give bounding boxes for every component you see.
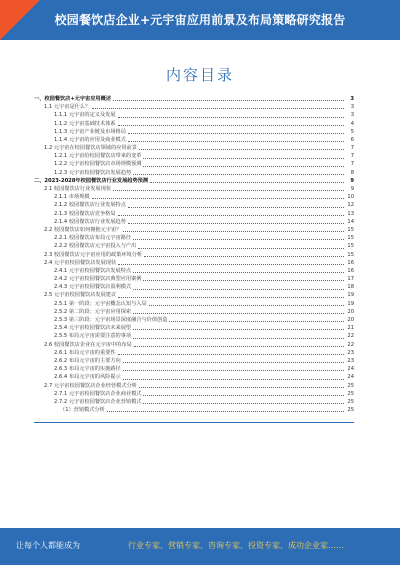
toc-leader-dots (143, 395, 344, 396)
toc-entry-page: 3 (350, 104, 354, 111)
toc-entry-page: 22 (347, 341, 354, 348)
toc-entry[interactable] (34, 234, 354, 242)
toc-entry-label: 2.6.1 布局元宇宙的重要性 (54, 349, 116, 356)
toc-entry-page: 9 (350, 186, 354, 193)
toc-entry[interactable] (34, 218, 354, 226)
toc-entry-page: 20 (347, 308, 354, 315)
toc-leader-dots (118, 117, 344, 118)
toc-entry-label: 2.2.1 校园餐饮店布局元宇宙路径 (54, 235, 132, 242)
toc-entry-label: 1.1 元宇宙是什么？ (44, 104, 91, 111)
toc-entry-page: 20 (347, 317, 354, 324)
toc-entry-label: 2.5.5 布局元宇宙需要注意的事项 (54, 333, 132, 340)
toc-entry-label: 1.2 元宇宙在校园餐饮店领域的应用前景 (44, 145, 137, 152)
footer-slogan: 让每个人都能成为 (16, 541, 80, 550)
toc-leader-dots (113, 190, 344, 191)
toc-entry-page: 17 (347, 276, 354, 283)
toc-leader-dots (133, 239, 344, 240)
toc-entry[interactable] (34, 169, 354, 177)
toc-entry-label: 1.1.1 元宇宙的定义及发展 (54, 112, 116, 119)
toc-entry-page: 23 (347, 349, 354, 356)
toc-leader-dots (107, 411, 344, 412)
toc-entry-page: 25 (347, 382, 354, 389)
toc-entry-page: 5 (350, 128, 354, 135)
toc-entry-page: 25 (347, 398, 354, 405)
toc-leader-dots (118, 264, 344, 265)
toc-entry[interactable] (34, 373, 354, 381)
toc-entry-label: 2.4.2 元宇宙校园餐饮店典型应用案例 (54, 276, 142, 283)
toc-entry-page: 6 (350, 136, 354, 143)
toc-leader-dots (133, 174, 344, 175)
toc-entry-label: 2.1.2 校园餐饮店行业发展特点 (54, 202, 126, 209)
toc-leader-dots (118, 297, 344, 298)
toc-entry-label: 二、2023-2028年校园餐饮店行业发展趋势预测 (34, 177, 149, 184)
toc-entry-label: 1.1.4 元宇宙的应用及商业模式 (54, 136, 126, 143)
toc-entry-label: 1.2.1 元宇宙给校园餐饮店带来的变革 (54, 153, 142, 160)
toc-leader-dots (134, 346, 344, 347)
toc-leader-dots (123, 362, 344, 363)
toc-leader-dots (133, 272, 344, 273)
toc-entry-page: 24 (347, 366, 354, 373)
toc-entry-label: 2.2.2 校园餐饮店元宇宙投入与产出 (54, 243, 137, 250)
table-of-contents (34, 95, 354, 414)
footer-roles: 行业专家、营销专家、咨询专家、投资专家、成功企业家…… (128, 541, 344, 550)
toc-entry-label: 1.2.2 元宇宙校园餐饮店市场规模预测 (54, 161, 142, 168)
toc-heading: 内容目录 (165, 66, 234, 84)
toc-entry[interactable] (34, 193, 354, 201)
toc-entry[interactable] (34, 398, 354, 406)
toc-leader-dots (143, 403, 344, 404)
toc-leader-dots (143, 158, 344, 159)
toc-entry[interactable] (34, 161, 354, 169)
toc-entry-page: 12 (347, 202, 354, 209)
toc-entry-label: 1.1.2 元宇宙基础技术体系 (54, 120, 116, 127)
toc-entry-page: 22 (347, 333, 354, 340)
report-title: 校园餐饮店企业+元宇宙应用前景及布局策略研究报告 (54, 13, 346, 27)
toc-entry[interactable] (34, 300, 354, 308)
toc-entry-page: 15 (347, 235, 354, 242)
toc-entry-page: 16 (347, 259, 354, 266)
toc-entry-label: 2.1.1 市场规模 (54, 194, 90, 201)
toc-entry-label: 2.1.3 校园餐饮店竞争格局 (54, 210, 116, 217)
toc-entry[interactable] (34, 136, 354, 144)
toc-entry-label: 2.2 校园餐饮店如何拥抱元宇宙？ (44, 226, 122, 233)
toc-entry-label: 2.5.4 元宇宙校园餐饮店未来展望 (54, 325, 132, 332)
toc-entry-page: 7 (350, 145, 354, 152)
toc-entry-label: 2.7 元宇宙校园餐饮店企业经营模式分析 (44, 382, 137, 389)
toc-leader-dots (123, 231, 344, 232)
toc-entry[interactable] (34, 144, 354, 152)
toc-leader-dots (113, 100, 344, 101)
toc-leader-dots (92, 108, 344, 109)
toc-entry-page: 8 (350, 169, 354, 176)
page-header (0, 0, 400, 40)
toc-entry-label: 2.6 校园餐饮店企业在元宇宙中的布局 (44, 341, 132, 348)
toc-entry-page: 16 (347, 267, 354, 274)
toc-entry-page: 24 (347, 374, 354, 381)
toc-leader-dots (128, 133, 344, 134)
toc-entry-label: （1）营销模式分析 (60, 407, 105, 414)
toc-leader-dots (123, 379, 344, 380)
toc-entry-page: 18 (347, 284, 354, 291)
toc-entry[interactable] (34, 242, 354, 250)
toc-entry-page: 10 (347, 194, 354, 201)
divider (34, 422, 354, 423)
toc-leader-dots (139, 387, 344, 388)
toc-leader-dots (128, 207, 344, 208)
toc-entry[interactable] (34, 152, 354, 160)
toc-leader-dots (150, 182, 344, 183)
toc-leader-dots (144, 256, 344, 257)
toc-entry[interactable] (34, 226, 354, 234)
toc-entry-label: 2.5.2 第二阶段：元宇宙应用探索 (54, 308, 132, 315)
toc-entry[interactable] (34, 308, 354, 316)
toc-entry-label: 2.6.2 布局元宇宙的主要方向 (54, 357, 121, 364)
toc-entry-label: 2.7.1 元宇宙校园餐饮店企业商业模式 (54, 390, 142, 397)
toc-entry[interactable] (34, 349, 354, 357)
toc-entry-label: 2.1 校园餐饮店行业发展现状 (44, 186, 111, 193)
toc-entry-label: 2.7.2 元宇宙校园餐饮店企业营销模式 (54, 398, 142, 405)
toc-entry[interactable] (34, 185, 354, 193)
toc-entry[interactable] (34, 267, 354, 275)
toc-entry-page: 14 (347, 218, 354, 225)
toc-entry-label: 2.5 元宇宙校园餐饮店发展建议 (44, 292, 117, 299)
toc-leader-dots (133, 329, 344, 330)
toc-entry-page: 9 (350, 177, 354, 184)
toc-leader-dots (118, 354, 344, 355)
toc-entry[interactable] (34, 128, 354, 136)
toc-leader-dots (118, 215, 344, 216)
toc-leader-dots (133, 289, 344, 290)
toc-entry[interactable] (34, 210, 354, 218)
toc-entry-page: 19 (347, 292, 354, 299)
toc-leader-dots (143, 166, 344, 167)
toc-leader-dots (143, 280, 344, 281)
toc-leader-dots (138, 248, 344, 249)
toc-entry-page: 4 (350, 120, 354, 127)
toc-entry-label: 2.5.3 第三阶段：元宇宙场景深度融合与价值创造 (54, 317, 168, 324)
toc-entry[interactable] (34, 332, 354, 340)
toc-entry[interactable] (34, 324, 354, 332)
toc-entry-label: 2.4.3 元宇宙校园餐饮店盈利模式 (54, 284, 132, 291)
toc-entry[interactable] (34, 283, 354, 291)
toc-entry[interactable] (34, 95, 354, 103)
toc-entry-page: 25 (347, 407, 354, 414)
toc-entry-page: 7 (350, 161, 354, 168)
toc-entry[interactable] (34, 251, 354, 259)
toc-entry-label: 2.4 元宇宙校园餐饮店发展现状 (44, 259, 117, 266)
toc-entry-page: 15 (347, 251, 354, 258)
toc-leader-dots (139, 149, 344, 150)
toc-leader-dots (128, 141, 344, 142)
toc-entry-page: 3 (350, 95, 354, 102)
toc-entry[interactable] (34, 390, 354, 398)
toc-leader-dots (92, 198, 344, 199)
toc-entry-page: 19 (347, 300, 354, 307)
toc-entry[interactable] (34, 201, 354, 209)
toc-entry[interactable] (34, 406, 354, 414)
toc-entry-page: 3 (350, 112, 354, 119)
toc-leader-dots (123, 370, 344, 371)
toc-leader-dots (133, 338, 344, 339)
toc-leader-dots (118, 125, 344, 126)
toc-entry-page: 15 (347, 226, 354, 233)
toc-entry-label: 一、校园餐饮店+元宇宙应用概述 (34, 95, 111, 102)
toc-entry-label: 2.5.1 第一阶段：元宇宙概念认知与入局 (54, 300, 147, 307)
toc-leader-dots (149, 305, 344, 306)
toc-entry-label: 2.1.4 校园餐饮店行业发展趋势 (54, 218, 126, 225)
toc-entry[interactable] (34, 292, 354, 300)
toc-entry[interactable] (34, 316, 354, 324)
toc-entry-label: 1.1.3 元宇宙产业链及市场格局 (54, 128, 126, 135)
toc-entry[interactable] (34, 341, 354, 349)
toc-entry-label: 2.4.1 元宇宙校园餐饮店发展特点 (54, 267, 132, 274)
toc-entry[interactable] (34, 357, 354, 365)
toc-entry[interactable] (34, 177, 354, 185)
toc-entry-label: 2.6.3 布局元宇宙的实施路径 (54, 366, 121, 373)
toc-entry[interactable] (34, 382, 354, 390)
toc-entry[interactable] (34, 259, 354, 267)
toc-entry[interactable] (34, 120, 354, 128)
toc-entry-label: 1.2.3 元宇宙校园餐饮店发展趋势 (54, 169, 132, 176)
toc-leader-dots (133, 313, 344, 314)
page-footer (0, 528, 400, 565)
toc-entry-page: 15 (347, 243, 354, 250)
toc-entry-page: 7 (350, 153, 354, 160)
toc-leader-dots (169, 321, 344, 322)
toc-entry[interactable] (34, 111, 354, 119)
toc-entry[interactable] (34, 365, 354, 373)
toc-entry-page: 25 (347, 390, 354, 397)
toc-entry-page: 23 (347, 357, 354, 364)
toc-entry-label: 2.3 校园餐饮店元宇宙应用的政策环境分析 (44, 251, 143, 258)
toc-leader-dots (128, 223, 344, 224)
toc-entry[interactable] (34, 275, 354, 283)
toc-entry-page: 21 (347, 325, 354, 332)
toc-entry-page: 13 (347, 210, 354, 217)
toc-entry-label: 2.6.4 布局元宇宙的风险提示 (54, 374, 121, 381)
toc-entry[interactable] (34, 103, 354, 111)
